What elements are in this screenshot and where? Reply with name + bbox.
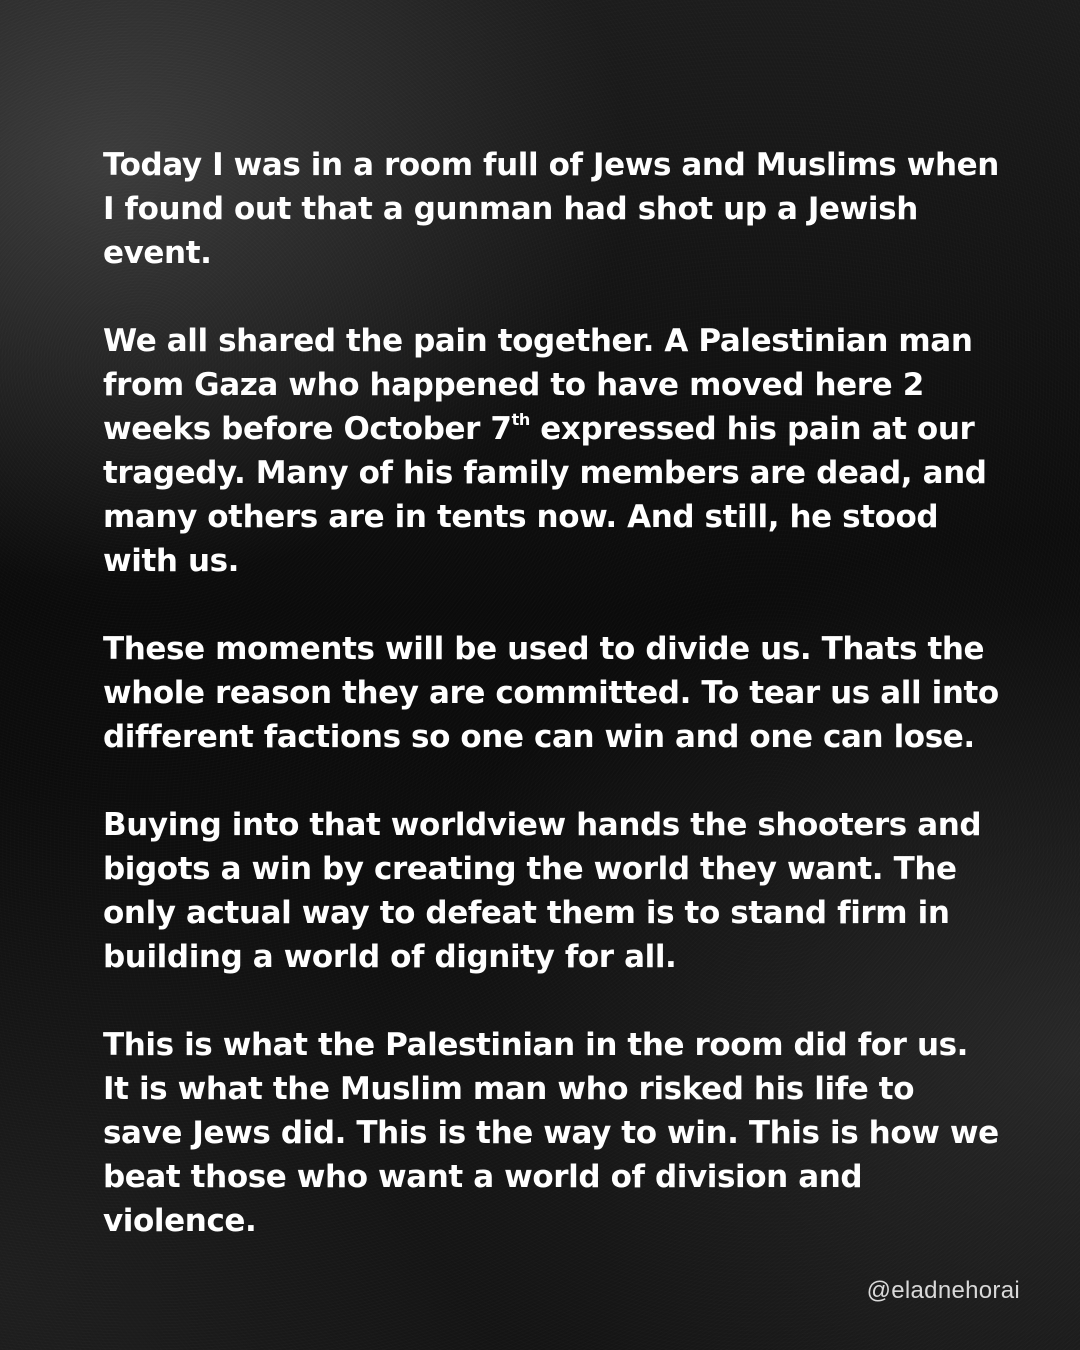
paragraph-5: This is what the Palestinian in the room did for us. It is what the Muslim man who risked his life to save Jews did. This is the way to win. This is how we beat those who want a world of division and violence. <box>103 1027 999 1239</box>
paragraph-2 <box>103 319 1003 583</box>
author-handle: @eladnehorai <box>866 1277 1020 1304</box>
ordinal-suffix: th <box>511 410 530 429</box>
paragraph-1: Today I was in a room full of Jews and Muslims when I found out that a gunman had shot up a Jewish event. <box>103 147 999 271</box>
post-body <box>103 143 1003 1243</box>
paragraph-4: Buying into that worldview hands the shooters and bigots a win by creating the world they want. The only actual way to defeat them is to stand firm in building a world of dignity for all. <box>103 807 982 975</box>
paragraph-3: These moments will be used to divide us. Thats the whole reason they are committed. To tear us all into different factions so one can win and one can lose. <box>103 631 999 755</box>
paragraph-2-start: We all shared the pain together. A Palestinian man from Gaza who happened to have moved here 2 weeks before October 7 <box>103 323 973 447</box>
paragraph-2-end: expressed his pain at our tragedy. Many of his family members are dead, and many others are in tents now. And still, he stood with us. <box>103 411 987 579</box>
